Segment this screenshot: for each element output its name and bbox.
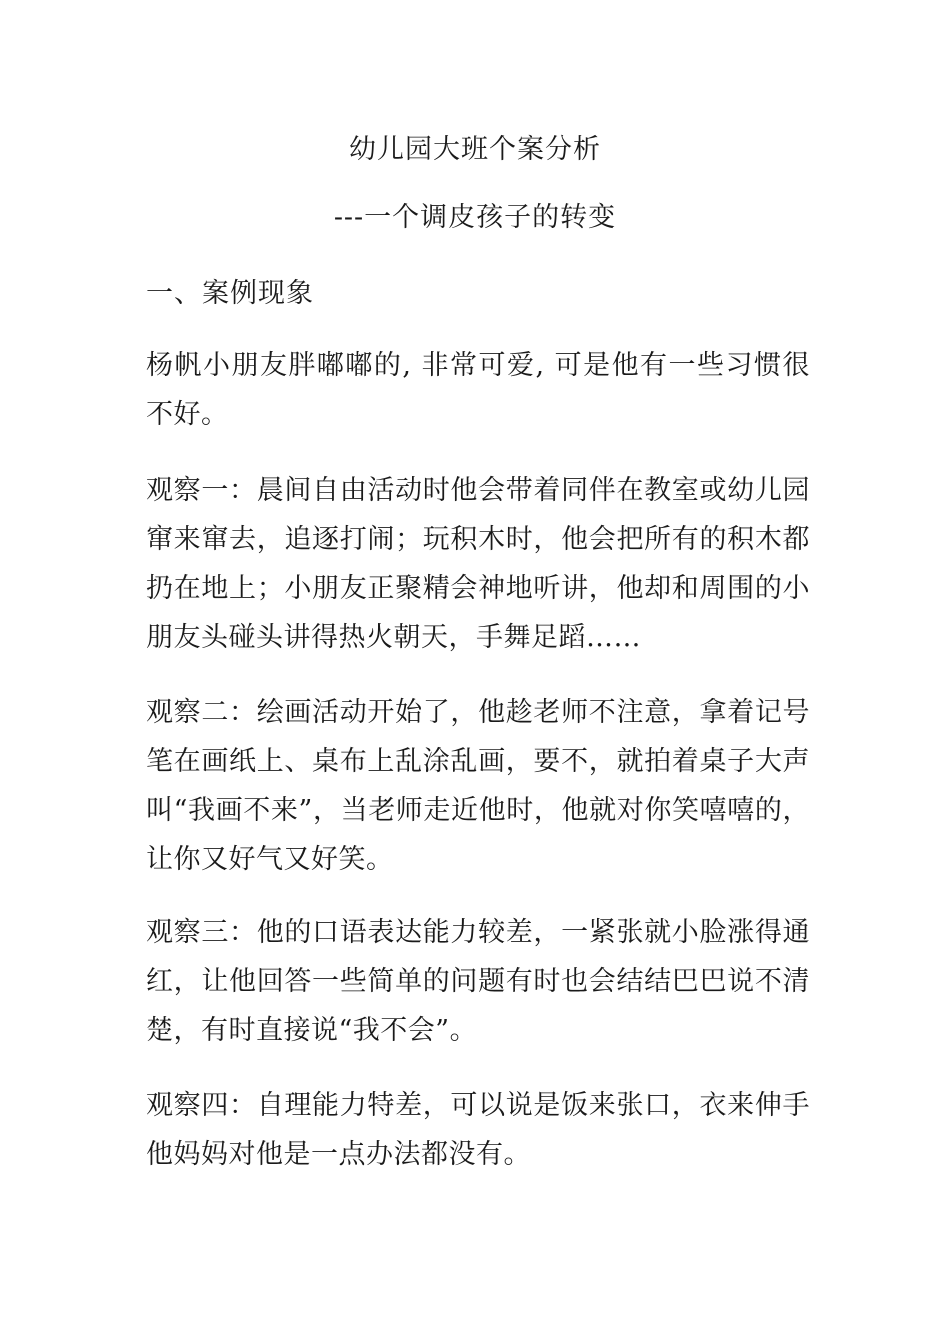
document-subtitle: ---一个调皮孩子的转变 xyxy=(333,202,617,233)
paragraph-observation-4: 观察四：自理能力特差，可以说是饭来张口，衣来伸手他妈妈对他是一点办法都没有。 xyxy=(146,1090,810,1170)
section-heading-case-phenomenon: 一、案例现象 xyxy=(146,278,314,309)
paragraph-intro: 杨帆小朋友胖嘟嘟的, 非常可爱, 可是他有一些习惯很不好。 xyxy=(146,350,810,430)
paragraph-observation-2: 观察二：绘画活动开始了，他趁老师不注意，拿着记号笔在画纸上、桌布上乱涂乱画，要不，就拍着桌子大声叫“我画不来”，当老师走近他时，他就对你笑嘻嘻的，让你又好气又好笑。 xyxy=(146,697,810,875)
document-title: 幼儿园大班个案分析 xyxy=(349,134,601,165)
paragraph-observation-3: 观察三：他的口语表达能力较差，一紧张就小脸涨得通红，让他回答一些简单的问题有时也会结结巴巴说不清楚，有时直接说“我不会”。 xyxy=(146,917,810,1046)
paragraph-observation-1: 观察一：晨间自由活动时他会带着同伴在教室或幼儿园窜来窜去，追逐打闹；玩积木时，他会把所有的积木都扔在地上；小朋友正聚精会神地听讲，他却和周围的小朋友头碰头讲得热火朝天，手舞足蹈…… xyxy=(146,475,810,653)
